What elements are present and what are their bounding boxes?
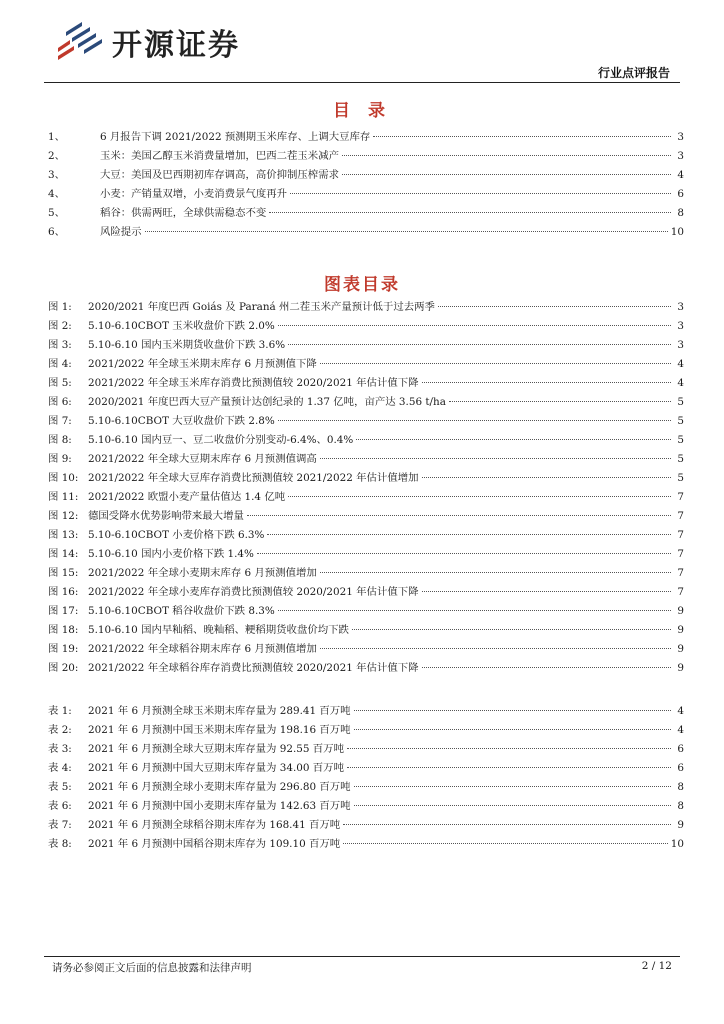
figure-entry[interactable] — [48, 488, 684, 507]
figure-entry-number: 图 20: — [48, 662, 79, 674]
figure-entry-page: 4 — [677, 358, 684, 370]
figure-entry-text: 5.10-6.10CBOT 稻谷收盘价下跌 8.3% — [88, 605, 275, 617]
dot-leader — [269, 211, 671, 213]
table-entry[interactable] — [48, 759, 684, 778]
figure-entry-text: 5.10-6.10CBOT 大豆收盘价下跌 2.8% — [88, 415, 275, 427]
dot-leader — [373, 135, 671, 137]
figure-entry[interactable] — [48, 355, 684, 374]
toc-entry[interactable] — [48, 223, 684, 242]
dot-leader — [288, 495, 671, 497]
table-entry-page: 6 — [677, 762, 684, 774]
dot-leader — [320, 457, 671, 459]
table-list — [48, 702, 684, 854]
table-entry-number: 表 1: — [48, 705, 72, 717]
dot-leader — [257, 552, 671, 554]
dot-leader — [354, 804, 671, 806]
figure-entry-number: 图 11: — [48, 491, 79, 503]
figure-entry-text: 2021/2022 年全球小麦库存消费比预测值较 2020/2021 年估计值下降 — [88, 586, 419, 598]
toc-entry-text: 风险提示 — [100, 226, 142, 238]
dot-leader — [267, 533, 671, 535]
table-entry-text: 2021 年 6 月预测全球小麦期末库存量为 296.80 百万吨 — [88, 781, 351, 793]
figure-entry-number: 图 6: — [48, 396, 72, 408]
figure-entry-page: 9 — [677, 624, 684, 636]
toc-entry-number: 1、 — [48, 131, 66, 143]
dot-leader — [320, 647, 671, 649]
toc-entry[interactable] — [48, 128, 684, 147]
figure-entry-page: 7 — [677, 586, 684, 598]
figure-entry[interactable] — [48, 659, 684, 678]
dot-leader — [422, 590, 672, 592]
figure-entry-text: 2021/2022 年全球玉米库存消费比预测值较 2020/2021 年估计值下降 — [88, 377, 419, 389]
footer-disclaimer: 请务必参阅正文后面的信息披露和法律声明 — [52, 962, 252, 974]
dot-leader — [290, 192, 671, 194]
table-entry-number: 表 5: — [48, 781, 72, 793]
dot-leader — [347, 766, 671, 768]
figure-entry-number: 图 16: — [48, 586, 79, 598]
figure-entry-text: 2020/2021 年度巴西 Goiás 及 Paraná 州二茬玉米产量预计低于过去两季 — [88, 301, 435, 313]
figure-entry[interactable] — [48, 545, 684, 564]
figure-entry[interactable] — [48, 583, 684, 602]
table-entry-page: 9 — [677, 819, 684, 831]
figure-entry-number: 图 8: — [48, 434, 72, 446]
figure-entry-page: 5 — [677, 434, 684, 446]
kaiyuan-logo-icon — [52, 18, 108, 66]
toc-entry-page: 10 — [670, 226, 684, 238]
table-entry-text: 2021 年 6 月预测全球玉米期末库存量为 289.41 百万吨 — [88, 705, 351, 717]
figure-entry-text: 德国受降水优势影响带来最大增量 — [88, 510, 244, 522]
toc-entry-number: 5、 — [48, 207, 66, 219]
dot-leader — [320, 362, 671, 364]
toc-list — [48, 128, 684, 242]
toc-title: 目 录 — [333, 101, 391, 121]
dot-leader — [354, 709, 671, 711]
figure-entry[interactable] — [48, 507, 684, 526]
figure-entry-number: 图 19: — [48, 643, 79, 655]
figure-entry-text: 5.10-6.10 国内玉米期货收盘价下跌 3.6% — [88, 339, 286, 351]
dot-leader — [145, 230, 668, 232]
table-entry-number: 表 3: — [48, 743, 72, 755]
table-entry-text: 2021 年 6 月预测全球稻谷期末库存为 168.41 百万吨 — [88, 819, 341, 831]
dot-leader — [422, 476, 672, 478]
figure-entry-text: 5.10-6.10 国内早籼稻、晚籼稻、粳稻期货收盘价均下跌 — [88, 624, 349, 636]
figure-entry-page: 5 — [677, 396, 684, 408]
figure-entry-number: 图 3: — [48, 339, 72, 351]
figure-entry[interactable] — [48, 336, 684, 355]
figure-entry-number: 图 10: — [48, 472, 79, 484]
figure-entry-page: 7 — [677, 491, 684, 503]
figure-entry-number: 图 1: — [48, 301, 72, 313]
toc-entry-number: 6、 — [48, 226, 66, 238]
figure-entry[interactable] — [48, 374, 684, 393]
figure-entry-text: 2021/2022 年全球稻谷期末库存 6 月预测值增加 — [88, 643, 317, 655]
toc-entry-page: 8 — [677, 207, 684, 219]
dot-leader — [288, 343, 671, 345]
table-entry-text: 2021 年 6 月预测中国大豆期末库存量为 34.00 百万吨 — [88, 762, 344, 774]
dot-leader — [278, 609, 671, 611]
table-entry-number: 表 6: — [48, 800, 72, 812]
table-entry-page: 4 — [677, 724, 684, 736]
figure-entry[interactable] — [48, 431, 684, 450]
dot-leader — [247, 514, 671, 516]
toc-entry-text: 大豆：美国及巴西期初库存调高，高价抑制压榨需求 — [100, 169, 339, 181]
toc-entry[interactable] — [48, 166, 684, 185]
figure-entry-number: 图 2: — [48, 320, 72, 332]
figure-entry-text: 5.10-6.10CBOT 玉米收盘价下跌 2.0% — [88, 320, 275, 332]
dot-leader — [354, 785, 671, 787]
toc-entry-text: 稻谷：供需两旺，全球供需稳态不变 — [100, 207, 267, 219]
figure-entry[interactable] — [48, 564, 684, 583]
figure-entry-page: 3 — [677, 301, 684, 313]
figure-entry-number: 图 17: — [48, 605, 79, 617]
figure-entry-page: 7 — [677, 529, 684, 541]
figure-entry-number: 图 14: — [48, 548, 79, 560]
figure-entry[interactable] — [48, 412, 684, 431]
footer-divider — [44, 956, 680, 957]
figure-entry-page: 3 — [677, 339, 684, 351]
dot-leader — [356, 438, 671, 440]
table-entry-page: 8 — [677, 781, 684, 793]
figure-entry[interactable] — [48, 393, 684, 412]
figure-entry-number: 图 13: — [48, 529, 79, 541]
page-number: 2 / 12 — [641, 960, 672, 972]
dot-leader — [449, 400, 671, 402]
figure-entry-number: 图 7: — [48, 415, 72, 427]
dot-leader — [342, 173, 671, 175]
figure-entry-number: 图 4: — [48, 358, 72, 370]
figure-entry-text: 2021/2022 年全球大豆库存消费比预测值较 2021/2022 年估计值增加 — [88, 472, 419, 484]
dot-leader — [352, 628, 671, 630]
figures-title: 图表目录 — [324, 275, 400, 295]
figure-entry[interactable] — [48, 317, 684, 336]
toc-entry-page: 4 — [677, 169, 684, 181]
figure-entry-page: 9 — [677, 662, 684, 674]
toc-entry[interactable] — [48, 204, 684, 223]
toc-entry-number: 4、 — [48, 188, 66, 200]
toc-entry-text: 玉米：美国乙醇玉米消费量增加，巴西二茬玉米减产 — [100, 150, 339, 162]
figure-entry-page: 5 — [677, 472, 684, 484]
dot-leader — [278, 324, 671, 326]
report-type-label: 行业点评报告 — [597, 66, 670, 80]
figure-entry-page: 7 — [677, 510, 684, 522]
figure-entry[interactable] — [48, 602, 684, 621]
toc-entry[interactable] — [48, 185, 684, 204]
table-entry[interactable] — [48, 778, 684, 797]
table-entry-page: 10 — [670, 838, 684, 850]
table-entry[interactable] — [48, 797, 684, 816]
toc-entry-number: 3、 — [48, 169, 66, 181]
header-divider — [44, 82, 680, 83]
table-entry-number: 表 2: — [48, 724, 72, 736]
toc-entry-number: 2、 — [48, 150, 66, 162]
toc-entry-page: 6 — [677, 188, 684, 200]
figure-entry-number: 图 9: — [48, 453, 72, 465]
table-entry-page: 8 — [677, 800, 684, 812]
figure-entry-page: 3 — [677, 320, 684, 332]
figure-entry[interactable] — [48, 640, 684, 659]
figure-entry-page: 5 — [677, 453, 684, 465]
table-entry[interactable] — [48, 721, 684, 740]
toc-entry[interactable] — [48, 147, 684, 166]
dot-leader — [422, 381, 672, 383]
dot-leader — [347, 747, 671, 749]
figure-entry-page: 4 — [677, 377, 684, 389]
figure-entry-text: 2021/2022 年全球玉米期末库存 6 月预测值下降 — [88, 358, 317, 370]
figure-entry-text: 5.10-6.10 国内豆一、豆二收盘价分别变动-6.4%、0.4% — [88, 434, 354, 446]
dot-leader — [320, 571, 671, 573]
table-entry-text: 2021 年 6 月预测中国小麦期末库存量为 142.63 百万吨 — [88, 800, 351, 812]
figure-entry-page: 5 — [677, 415, 684, 427]
dot-leader — [343, 823, 671, 825]
table-entry[interactable] — [48, 835, 684, 854]
figure-entry[interactable] — [48, 450, 684, 469]
figure-list — [48, 298, 684, 678]
figure-entry-number: 图 18: — [48, 624, 79, 636]
figure-entry-number: 图 15: — [48, 567, 79, 579]
figure-entry[interactable] — [48, 298, 684, 317]
toc-entry-text: 小麦：产销量双增，小麦消费景气度再升 — [100, 188, 288, 200]
table-entry-number: 表 4: — [48, 762, 72, 774]
figure-entry-text: 2021/2022 欧盟小麦产量估值达 1.4 亿吨 — [88, 491, 286, 503]
table-entry-page: 6 — [677, 743, 684, 755]
figure-entry-page: 7 — [677, 548, 684, 560]
figure-entry-number: 图 5: — [48, 377, 72, 389]
figure-entry-page: 7 — [677, 567, 684, 579]
table-entry[interactable] — [48, 702, 684, 721]
table-entry-text: 2021 年 6 月预测全球大豆期末库存量为 92.55 百万吨 — [88, 743, 344, 755]
dot-leader — [354, 728, 671, 730]
dot-leader — [422, 666, 672, 668]
dot-leader — [343, 842, 668, 844]
table-entry[interactable] — [48, 816, 684, 835]
brand-logo — [52, 20, 240, 64]
figure-entry-text: 5.10-6.10 国内小麦价格下跌 1.4% — [88, 548, 254, 560]
figure-entry[interactable] — [48, 526, 684, 545]
figure-entry-text: 2020/2021 年度巴西大豆产量预计达创纪录的 1.37 亿吨，亩产达 3.56 t/ha — [88, 396, 446, 408]
figure-entry-text: 5.10-6.10CBOT 小麦价格下跌 6.3% — [88, 529, 265, 541]
figure-entry-text: 2021/2022 年全球稻谷库存消费比预测值较 2020/2021 年估计值下降 — [88, 662, 419, 674]
table-entry-number: 表 7: — [48, 819, 72, 831]
figure-entry-number: 图 12: — [48, 510, 79, 522]
table-entry[interactable] — [48, 740, 684, 759]
figure-entry-text: 2021/2022 年全球大豆期末库存 6 月预测值调高 — [88, 453, 317, 465]
table-entry-page: 4 — [677, 705, 684, 717]
toc-entry-page: 3 — [677, 150, 684, 162]
brand-name: 开源证券 — [112, 28, 240, 63]
dot-leader — [438, 305, 671, 307]
figure-entry[interactable] — [48, 621, 684, 640]
dot-leader — [342, 154, 671, 156]
toc-entry-page: 3 — [677, 131, 684, 143]
table-entry-text: 2021 年 6 月预测中国玉米期末库存量为 198.16 百万吨 — [88, 724, 351, 736]
table-entry-text: 2021 年 6 月预测中国稻谷期末库存为 109.10 百万吨 — [88, 838, 341, 850]
figure-entry-text: 2021/2022 年全球小麦期末库存 6 月预测值增加 — [88, 567, 317, 579]
table-entry-number: 表 8: — [48, 838, 72, 850]
figure-entry-page: 9 — [677, 643, 684, 655]
figure-entry[interactable] — [48, 469, 684, 488]
toc-entry-text: 6 月报告下调 2021/2022 预测期玉米库存、上调大豆库存 — [100, 131, 371, 143]
figure-entry-page: 9 — [677, 605, 684, 617]
dot-leader — [278, 419, 671, 421]
